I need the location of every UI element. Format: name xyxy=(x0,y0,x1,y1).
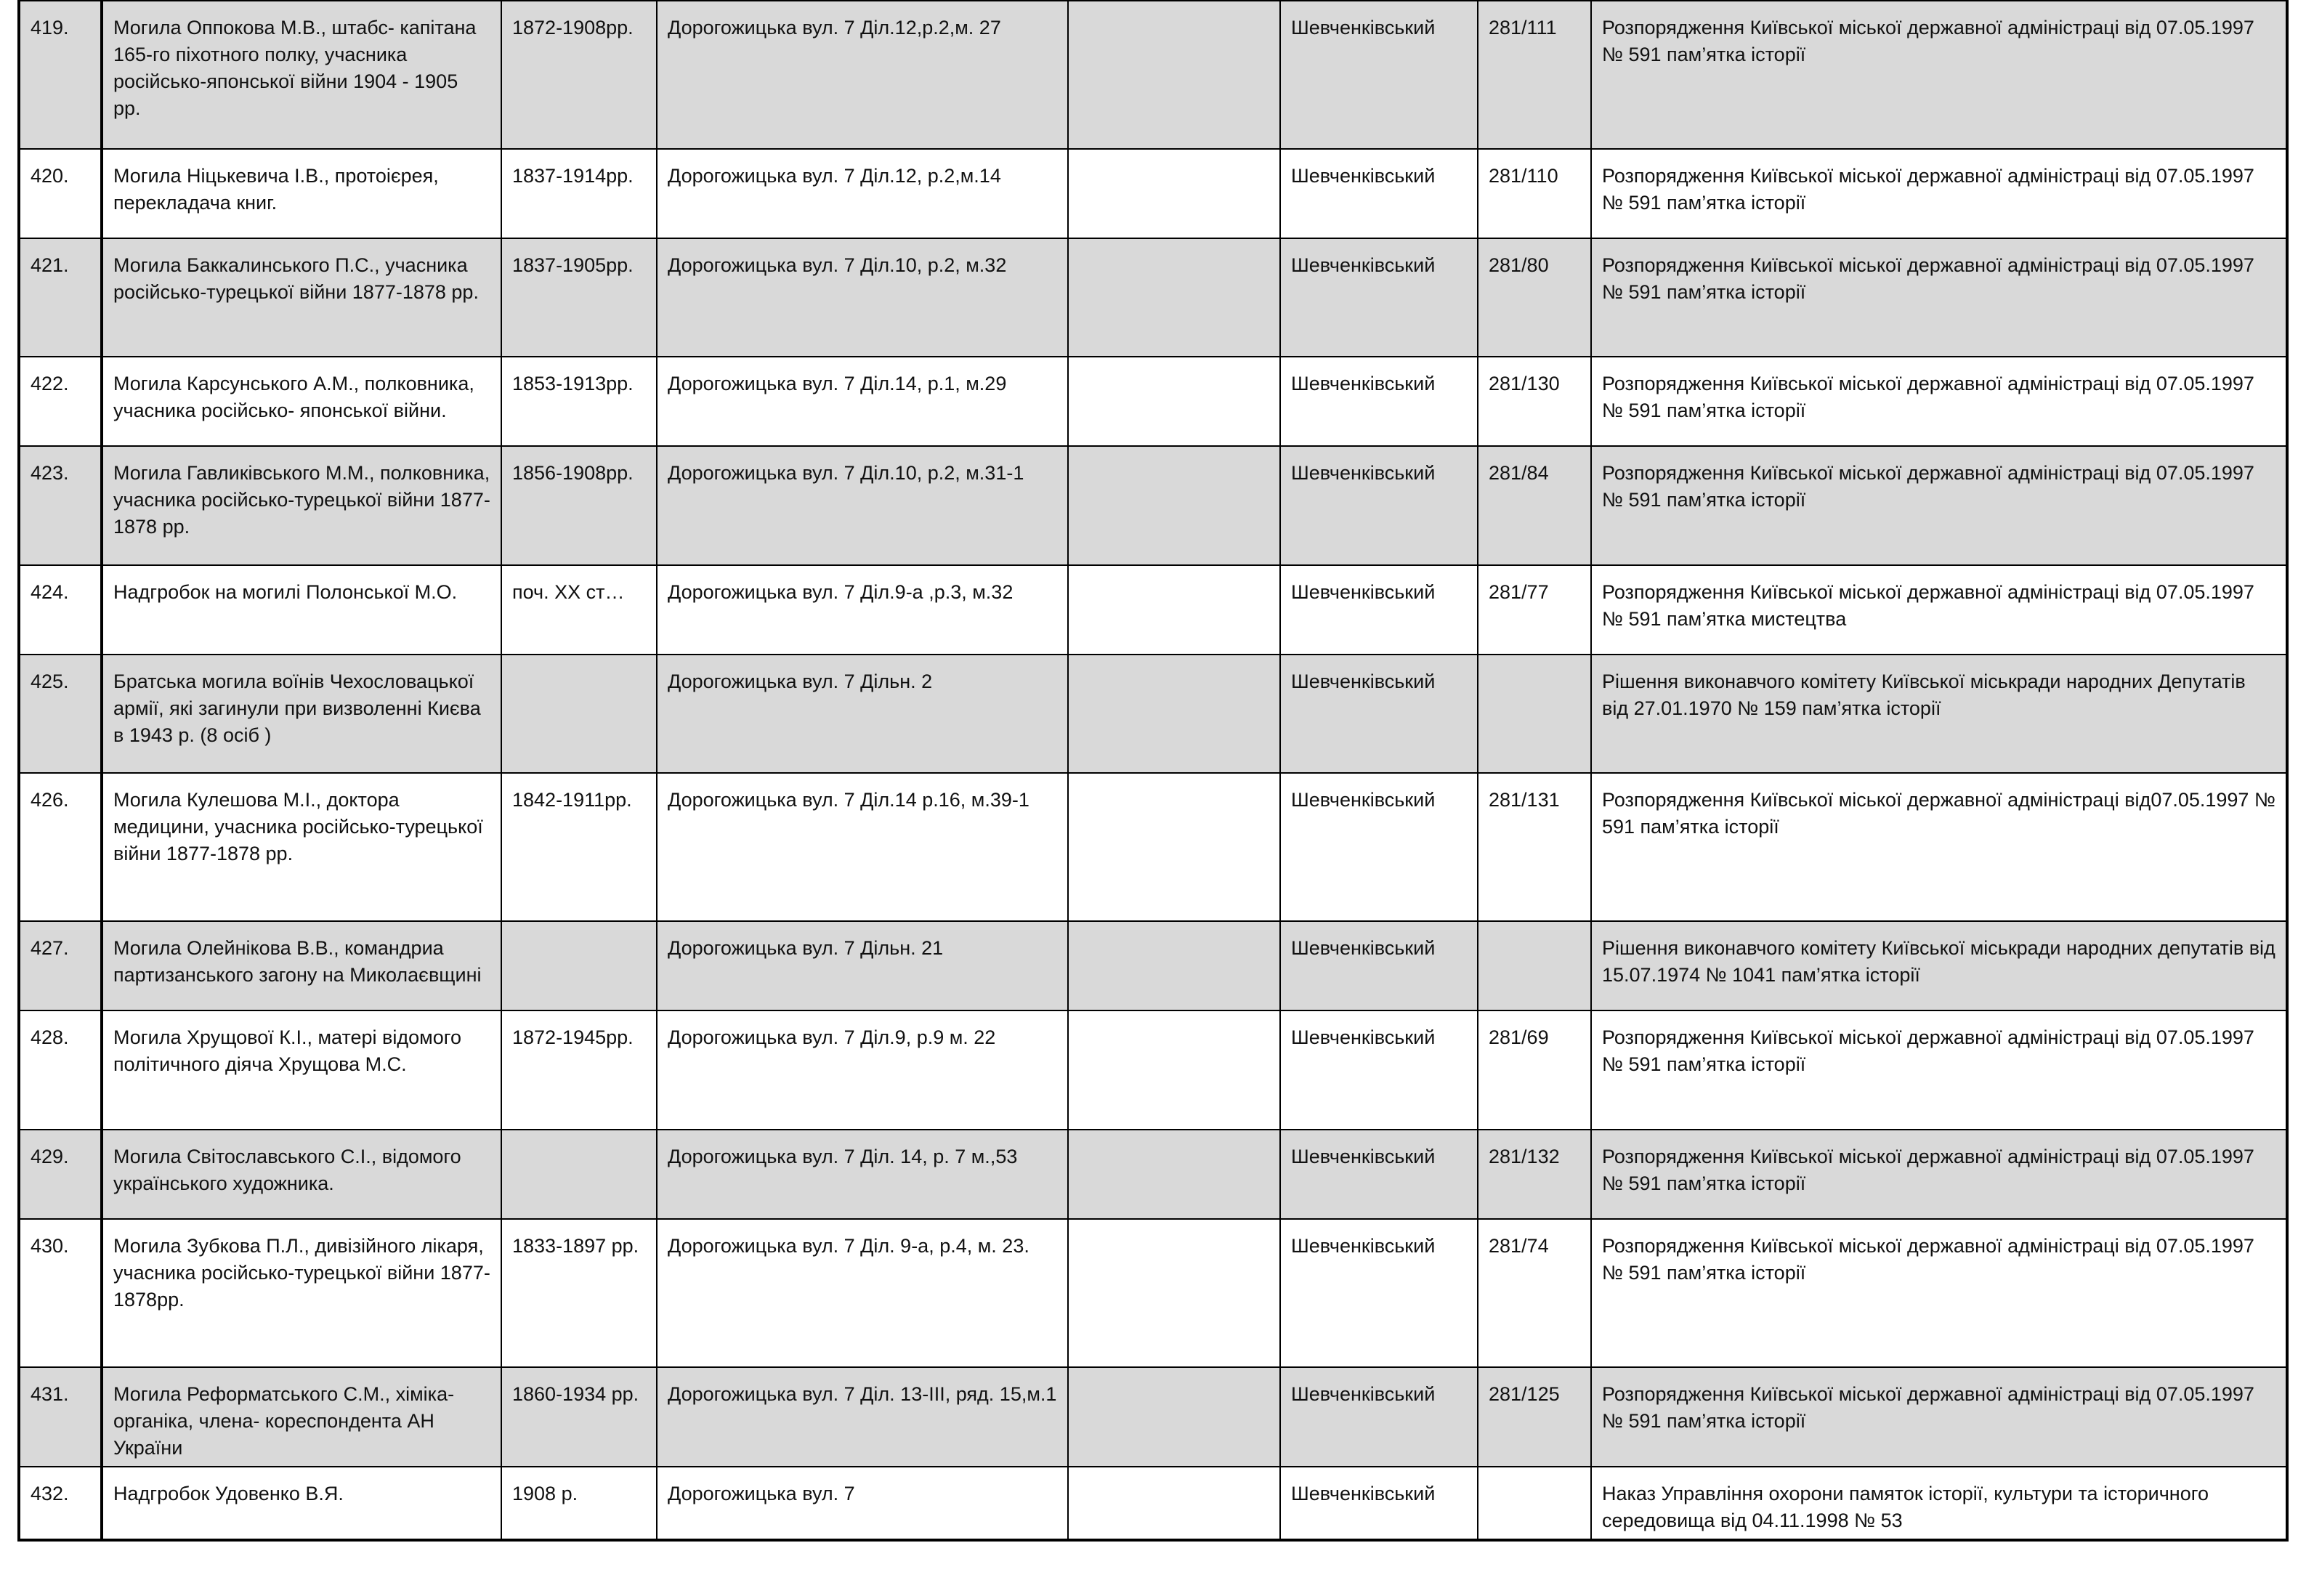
district-cell: Шевченківський xyxy=(1280,1467,1478,1540)
object-name-cell: Могила Світославського С.І., відомого українського художника. xyxy=(102,1130,501,1219)
district-cell: Шевченківський xyxy=(1280,655,1478,773)
row-number-cell: 432. xyxy=(19,1467,102,1540)
object-name-cell: Надгробок на могилі Полонської М.О. xyxy=(102,565,501,655)
protection-document-cell: Розпорядження Київської міської державної адміністраці від 07.05.1997 № 591 пам’ятка історії xyxy=(1591,1367,2287,1467)
empty-column-cell xyxy=(1068,357,1280,446)
address-cell: Дорогожицька вул. 7 Діл. 13-ІІІ, ряд. 15,м.1 xyxy=(657,1367,1068,1467)
protection-document-cell: Рішення виконавчого комітету Київської міськради народних депутатів від 15.07.1974 № 1041 пам’ятка історії xyxy=(1591,921,2287,1010)
table-row xyxy=(19,1130,2287,1219)
row-number-cell: 419. xyxy=(19,1,102,149)
dates-cell: 1908 р. xyxy=(501,1467,657,1540)
registry-code-cell: 281/69 xyxy=(1478,1010,1591,1130)
address-cell: Дорогожицька вул. 7 Діл.9-а ,р.3, м.32 xyxy=(657,565,1068,655)
row-number-cell: 426. xyxy=(19,773,102,921)
dates-cell: 1837-1914рр. xyxy=(501,149,657,238)
address-cell: Дорогожицька вул. 7 Діл.12, р.2,м.14 xyxy=(657,149,1068,238)
table-row xyxy=(19,1010,2287,1130)
dates-cell xyxy=(501,921,657,1010)
district-cell: Шевченківський xyxy=(1280,149,1478,238)
registry-code-cell: 281/84 xyxy=(1478,446,1591,565)
object-name-cell: Могила Ніцькевича І.В., протоієрея, перекладача книг. xyxy=(102,149,501,238)
address-cell: Дорогожицька вул. 7 Діл. 9-а, р.4, м. 23. xyxy=(657,1219,1068,1367)
row-number-cell: 424. xyxy=(19,565,102,655)
table-row xyxy=(19,1367,2287,1467)
empty-column-cell xyxy=(1068,1367,1280,1467)
row-number-cell: 420. xyxy=(19,149,102,238)
district-cell: Шевченківський xyxy=(1280,565,1478,655)
table-row xyxy=(19,238,2287,357)
district-cell: Шевченківський xyxy=(1280,1,1478,149)
registry-code-cell xyxy=(1478,921,1591,1010)
document-page xyxy=(17,0,2286,1542)
empty-column-cell xyxy=(1068,149,1280,238)
district-cell: Шевченківський xyxy=(1280,1130,1478,1219)
district-cell: Шевченківський xyxy=(1280,357,1478,446)
dates-cell xyxy=(501,655,657,773)
table-row xyxy=(19,1467,2287,1540)
dates-cell: 1856-1908рр. xyxy=(501,446,657,565)
protection-document-cell: Розпорядження Київської міської державної адміністраці від 07.05.1997 № 591 пам’ятка мистецтва xyxy=(1591,565,2287,655)
registry-code-cell: 281/132 xyxy=(1478,1130,1591,1219)
row-number-cell: 425. xyxy=(19,655,102,773)
dates-cell: 1860-1934 рр. xyxy=(501,1367,657,1467)
row-number-cell: 421. xyxy=(19,238,102,357)
dates-cell: поч. ХХ ст… xyxy=(501,565,657,655)
object-name-cell: Могила Хрущової К.І., матері відомого політичного діяча Хрущова М.С. xyxy=(102,1010,501,1130)
registry-code-cell: 281/110 xyxy=(1478,149,1591,238)
table-row xyxy=(19,446,2287,565)
registry-code-cell: 281/74 xyxy=(1478,1219,1591,1367)
protection-document-cell: Розпорядження Київської міської державної адміністраці від 07.05.1997 № 591 пам’ятка історії xyxy=(1591,357,2287,446)
dates-cell: 1853-1913рр. xyxy=(501,357,657,446)
protection-document-cell: Розпорядження Київської міської державної адміністраці від 07.05.1997 № 591 пам’ятка історії xyxy=(1591,1219,2287,1367)
empty-column-cell xyxy=(1068,921,1280,1010)
empty-column-cell xyxy=(1068,238,1280,357)
district-cell: Шевченківський xyxy=(1280,238,1478,357)
empty-column-cell xyxy=(1068,1219,1280,1367)
empty-column-cell xyxy=(1068,446,1280,565)
empty-column-cell xyxy=(1068,1467,1280,1540)
registry-code-cell xyxy=(1478,655,1591,773)
empty-column-cell xyxy=(1068,565,1280,655)
row-number-cell: 431. xyxy=(19,1367,102,1467)
row-number-cell: 429. xyxy=(19,1130,102,1219)
object-name-cell: Могила Зубкова П.Л., дивізійного лікаря, учасника російсько-турецької війни 1877- 1878рр. xyxy=(102,1219,501,1367)
object-name-cell: Могила Карсунського А.М., полковника, учасника російсько- японської війни. xyxy=(102,357,501,446)
table-row xyxy=(19,921,2287,1010)
district-cell: Шевченківський xyxy=(1280,1367,1478,1467)
dates-cell: 1833-1897 рр. xyxy=(501,1219,657,1367)
address-cell: Дорогожицька вул. 7 xyxy=(657,1467,1068,1540)
empty-column-cell xyxy=(1068,1,1280,149)
dates-cell: 1837-1905рр. xyxy=(501,238,657,357)
address-cell: Дорогожицька вул. 7 Діл.14, р.1, м.29 xyxy=(657,357,1068,446)
district-cell: Шевченківський xyxy=(1280,1219,1478,1367)
registry-code-cell: 281/130 xyxy=(1478,357,1591,446)
protection-document-cell: Розпорядження Київської міської державної адміністраці від 07.05.1997 № 591 пам’ятка історії xyxy=(1591,238,2287,357)
object-name-cell: Могила Олейнікова В.В., командриа партизанського загону на Миколаєвщині xyxy=(102,921,501,1010)
table-row xyxy=(19,357,2287,446)
object-name-cell: Могила Оппокова М.В., штабс- капітана 165-го піхотного полку, учасника російсько-японської війни 1904 - 1905 рр. xyxy=(102,1,501,149)
table-row xyxy=(19,565,2287,655)
protection-document-cell: Наказ Управління охорони памяток історії, культури та історичного середовища від 04.11.1998 № 53 xyxy=(1591,1467,2287,1540)
object-name-cell: Надгробок Удовенко В.Я. xyxy=(102,1467,501,1540)
registry-code-cell: 281/125 xyxy=(1478,1367,1591,1467)
dates-cell xyxy=(501,1130,657,1219)
protection-document-cell: Розпорядження Київської міської державної адміністраці від 07.05.1997 № 591 пам’ятка історії xyxy=(1591,1,2287,149)
table-row xyxy=(19,149,2287,238)
empty-column-cell xyxy=(1068,655,1280,773)
address-cell: Дорогожицька вул. 7 Діл.9, р.9 м. 22 xyxy=(657,1010,1068,1130)
empty-column-cell xyxy=(1068,1010,1280,1130)
row-number-cell: 427. xyxy=(19,921,102,1010)
address-cell: Дорогожицька вул. 7 Діл.10, р.2, м.31-1 xyxy=(657,446,1068,565)
address-cell: Дорогожицька вул. 7 Діл.10, р.2, м.32 xyxy=(657,238,1068,357)
row-number-cell: 430. xyxy=(19,1219,102,1367)
district-cell: Шевченківський xyxy=(1280,921,1478,1010)
object-name-cell: Могила Баккалинського П.С., учасника російсько-турецької війни 1877-1878 рр. xyxy=(102,238,501,357)
protection-document-cell: Рішення виконавчого комітету Київської міськради народних Депутатів від 27.01.1970 № 159 пам’ятка історії xyxy=(1591,655,2287,773)
dates-cell: 1842-1911рр. xyxy=(501,773,657,921)
protection-document-cell: Розпорядження Київської міської державної адміністраці від 07.05.1997 № 591 пам’ятка історії xyxy=(1591,1130,2287,1219)
table-row xyxy=(19,1219,2287,1367)
table-row xyxy=(19,655,2287,773)
address-cell: Дорогожицька вул. 7 Діл. 14, р. 7 м.,53 xyxy=(657,1130,1068,1219)
address-cell: Дорогожицька вул. 7 Діл.14 р.16, м.39-1 xyxy=(657,773,1068,921)
address-cell: Дорогожицька вул. 7 Дільн. 2 xyxy=(657,655,1068,773)
object-name-cell: Братська могила воїнів Чехословацької армії, які загинули при визволенні Києва в 1943 р. (8 осіб ) xyxy=(102,655,501,773)
protection-document-cell: Розпорядження Київської міської державної адміністраці від 07.05.1997 № 591 пам’ятка історії xyxy=(1591,1010,2287,1130)
table-row xyxy=(19,1,2287,149)
dates-cell: 1872-1908рр. xyxy=(501,1,657,149)
monuments-register-table xyxy=(17,0,2289,1542)
registry-code-cell xyxy=(1478,1467,1591,1540)
empty-column-cell xyxy=(1068,773,1280,921)
table-row xyxy=(19,773,2287,921)
table-body xyxy=(19,1,2287,1540)
registry-code-cell: 281/131 xyxy=(1478,773,1591,921)
registry-code-cell: 281/111 xyxy=(1478,1,1591,149)
protection-document-cell: Розпорядження Київської міської державної адміністраці від 07.05.1997 № 591 пам’ятка історії xyxy=(1591,149,2287,238)
registry-code-cell: 281/80 xyxy=(1478,238,1591,357)
row-number-cell: 423. xyxy=(19,446,102,565)
protection-document-cell: Розпорядження Київської міської державної адміністраці від 07.05.1997 № 591 пам’ятка історії xyxy=(1591,446,2287,565)
dates-cell: 1872-1945рр. xyxy=(501,1010,657,1130)
object-name-cell: Могила Кулешова М.І., доктора медицини, учасника російсько-турецької війни 1877-1878 рр. xyxy=(102,773,501,921)
object-name-cell: Могила Реформатського С.М., хіміка-органіка, члена- кореспондента АН України xyxy=(102,1367,501,1467)
address-cell: Дорогожицька вул. 7 Діл.12,р.2,м. 27 xyxy=(657,1,1068,149)
district-cell: Шевченківський xyxy=(1280,1010,1478,1130)
row-number-cell: 422. xyxy=(19,357,102,446)
protection-document-cell: Розпорядження Київської міської державної адміністраці від07.05.1997 № 591 пам’ятка історії xyxy=(1591,773,2287,921)
address-cell: Дорогожицька вул. 7 Дільн. 21 xyxy=(657,921,1068,1010)
empty-column-cell xyxy=(1068,1130,1280,1219)
registry-code-cell: 281/77 xyxy=(1478,565,1591,655)
object-name-cell: Могила Гавликівського М.М., полковника, учасника російсько-турецької війни 1877-1878 рр. xyxy=(102,446,501,565)
row-number-cell: 428. xyxy=(19,1010,102,1130)
district-cell: Шевченківський xyxy=(1280,773,1478,921)
district-cell: Шевченківський xyxy=(1280,446,1478,565)
